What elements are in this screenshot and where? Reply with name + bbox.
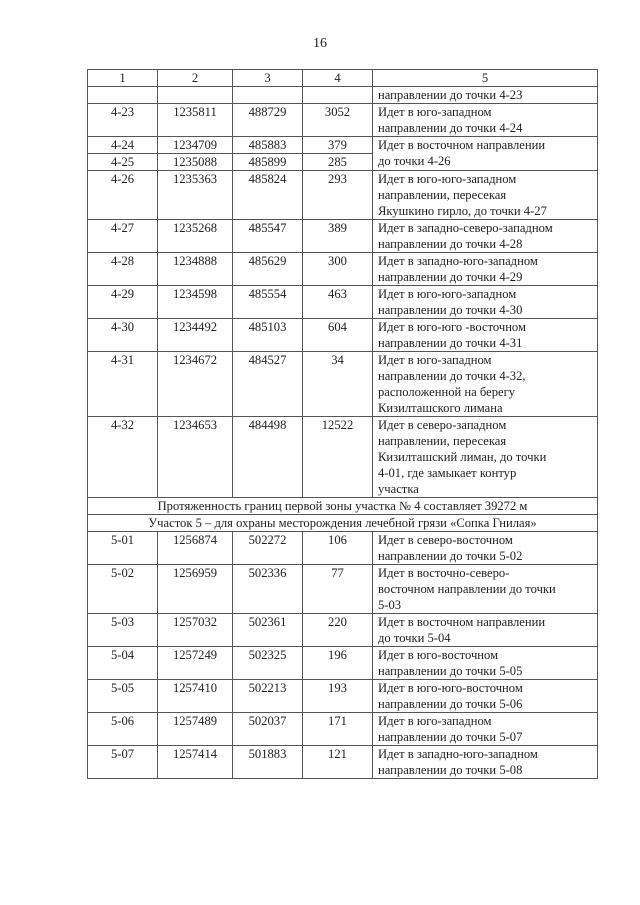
y-coordinate-cell: 502325	[233, 647, 303, 680]
point-id-cell: 5-01	[88, 532, 158, 565]
point-id-cell: 4-28	[88, 253, 158, 286]
header-col-5: 5	[373, 70, 598, 87]
length-cell: 77	[303, 565, 373, 614]
table-row	[88, 746, 598, 779]
length-cell: 220	[303, 614, 373, 647]
zone4-total-row	[88, 498, 598, 515]
y-coordinate-cell: 502213	[233, 680, 303, 713]
y-coordinate-cell: 502336	[233, 565, 303, 614]
description-cell: Идет в западно-северо-западном направлении до точки 4-28	[373, 220, 598, 253]
header-col-3: 3	[233, 70, 303, 87]
description-cell: Идет в юго-западном направлении до точки 5-07	[373, 713, 598, 746]
length-cell: 604	[303, 319, 373, 352]
table-header-row	[88, 70, 598, 87]
x-coordinate-cell: 1234672	[158, 352, 233, 417]
table-row	[88, 614, 598, 647]
point-id-cell: 5-02	[88, 565, 158, 614]
table-row	[88, 417, 598, 498]
description-cell: Идет в северо-восточном направлении до точки 5-02	[373, 532, 598, 565]
point-id-cell: 5-06	[88, 713, 158, 746]
x-coordinate-cell: 1234492	[158, 319, 233, 352]
y-coordinate-cell: 485547	[233, 220, 303, 253]
x-coordinate-cell: 1234888	[158, 253, 233, 286]
length-cell: 106	[303, 532, 373, 565]
description-cell: Идет в юго-юго-западном направлении до точки 4-30	[373, 286, 598, 319]
x-coordinate-cell: 1234598	[158, 286, 233, 319]
point-id-cell: 5-03	[88, 614, 158, 647]
y-coordinate-cell: 485103	[233, 319, 303, 352]
x-coordinate-cell: 1257032	[158, 614, 233, 647]
point-id-cell: 4-32	[88, 417, 158, 498]
length-cell: 3052	[303, 104, 373, 137]
x-coordinate-cell: 1257414	[158, 746, 233, 779]
point-id-cell: 5-04	[88, 647, 158, 680]
x-coordinate-cell: 1257489	[158, 713, 233, 746]
table-row	[88, 87, 598, 104]
description-cell: Идет в юго-западном направлении до точки 4-24	[373, 104, 598, 137]
x-coordinate-cell: 1234709	[158, 137, 233, 154]
table-row	[88, 713, 598, 746]
length-cell: 300	[303, 253, 373, 286]
point-id-cell: 4-24	[88, 137, 158, 154]
description-cell: Идет в юго-юго-восточном направлении до точки 5-06	[373, 680, 598, 713]
length-cell: 379	[303, 137, 373, 154]
y-coordinate-cell: 484527	[233, 352, 303, 417]
x-coordinate-cell: 1235088	[158, 154, 233, 171]
point-id-cell: 4-31	[88, 352, 158, 417]
point-id-cell: 4-26	[88, 171, 158, 220]
point-id-cell: 4-25	[88, 154, 158, 171]
x-coordinate-cell: 1257410	[158, 680, 233, 713]
x-cell	[158, 87, 233, 104]
y-coordinate-cell: 485899	[233, 154, 303, 171]
length-cell	[303, 87, 373, 104]
x-coordinate-cell: 1235268	[158, 220, 233, 253]
y-coordinate-cell: 485824	[233, 171, 303, 220]
y-coordinate-cell: 488729	[233, 104, 303, 137]
length-cell: 171	[303, 713, 373, 746]
point-id-cell: 4-27	[88, 220, 158, 253]
x-coordinate-cell: 1256959	[158, 565, 233, 614]
header-col-4: 4	[303, 70, 373, 87]
x-coordinate-cell: 1235363	[158, 171, 233, 220]
length-cell: 193	[303, 680, 373, 713]
description-cell: Идет в северо-западном направлении, пересекая Кизилташский лиман, до точки 4-01, где замыкает контур участка	[373, 417, 598, 498]
description-cell: Идет в восточном направлении до точки 4-26	[373, 137, 598, 171]
x-coordinate-cell: 1235811	[158, 104, 233, 137]
description-cell: Идет в юго-западном направлении до точки 4-32, расположенной на берегу Кизилташского лимана	[373, 352, 598, 417]
x-coordinate-cell: 1234653	[158, 417, 233, 498]
table-row	[88, 565, 598, 614]
description-cell: Идет в восточном направлении до точки 5-04	[373, 614, 598, 647]
description-cell: Идет в западно-юго-западном направлении до точки 4-29	[373, 253, 598, 286]
page-number: 16	[313, 36, 327, 51]
length-cell: 285	[303, 154, 373, 171]
table-row	[88, 319, 598, 352]
continuation-description: направлении до точки 4-23	[373, 87, 598, 104]
point-id-cell: 5-07	[88, 746, 158, 779]
point-id-cell: 4-29	[88, 286, 158, 319]
point-id-cell: 4-30	[88, 319, 158, 352]
table-row	[88, 171, 598, 220]
y-coordinate-cell: 485629	[233, 253, 303, 286]
y-cell	[233, 87, 303, 104]
header-col-2: 2	[158, 70, 233, 87]
table-row	[88, 286, 598, 319]
length-cell: 121	[303, 746, 373, 779]
description-cell: Идет в юго-юго-западном направлении, пересекая Якушкино гирло, до точки 4-27	[373, 171, 598, 220]
y-coordinate-cell: 485554	[233, 286, 303, 319]
section-5-heading-row	[88, 515, 598, 532]
description-cell: Идет в юго-юго -восточном направлении до точки 4-31	[373, 319, 598, 352]
description-cell: Идет в западно-юго-западном направлении до точки 5-08	[373, 746, 598, 779]
description-cell: Идет в юго-восточном направлении до точки 5-05	[373, 647, 598, 680]
y-coordinate-cell: 501883	[233, 746, 303, 779]
length-cell: 389	[303, 220, 373, 253]
y-coordinate-cell: 484498	[233, 417, 303, 498]
length-cell: 463	[303, 286, 373, 319]
length-cell: 196	[303, 647, 373, 680]
point-cell	[88, 87, 158, 104]
y-coordinate-cell: 502037	[233, 713, 303, 746]
x-coordinate-cell: 1257249	[158, 647, 233, 680]
length-cell: 293	[303, 171, 373, 220]
table-row	[88, 220, 598, 253]
table-row	[88, 137, 598, 154]
section-5-title: Участок 5 – для охраны месторождения лечебной грязи «Сопка Гнилая»	[88, 515, 598, 532]
header-col-1: 1	[88, 70, 158, 87]
table-row	[88, 253, 598, 286]
point-id-cell: 4-23	[88, 104, 158, 137]
boundary-coordinates-table	[87, 69, 598, 779]
table-row	[88, 104, 598, 137]
length-cell: 34	[303, 352, 373, 417]
zone4-total-text: Протяженность границ первой зоны участка № 4 составляет 39272 м	[88, 498, 598, 515]
point-id-cell: 5-05	[88, 680, 158, 713]
table-row	[88, 647, 598, 680]
length-cell: 12522	[303, 417, 373, 498]
y-coordinate-cell: 502272	[233, 532, 303, 565]
table-row	[88, 532, 598, 565]
y-coordinate-cell: 502361	[233, 614, 303, 647]
x-coordinate-cell: 1256874	[158, 532, 233, 565]
y-coordinate-cell: 485883	[233, 137, 303, 154]
table-row	[88, 352, 598, 417]
description-cell: Идет в восточно-северо- восточном направлении до точки 5-03	[373, 565, 598, 614]
table-row	[88, 680, 598, 713]
